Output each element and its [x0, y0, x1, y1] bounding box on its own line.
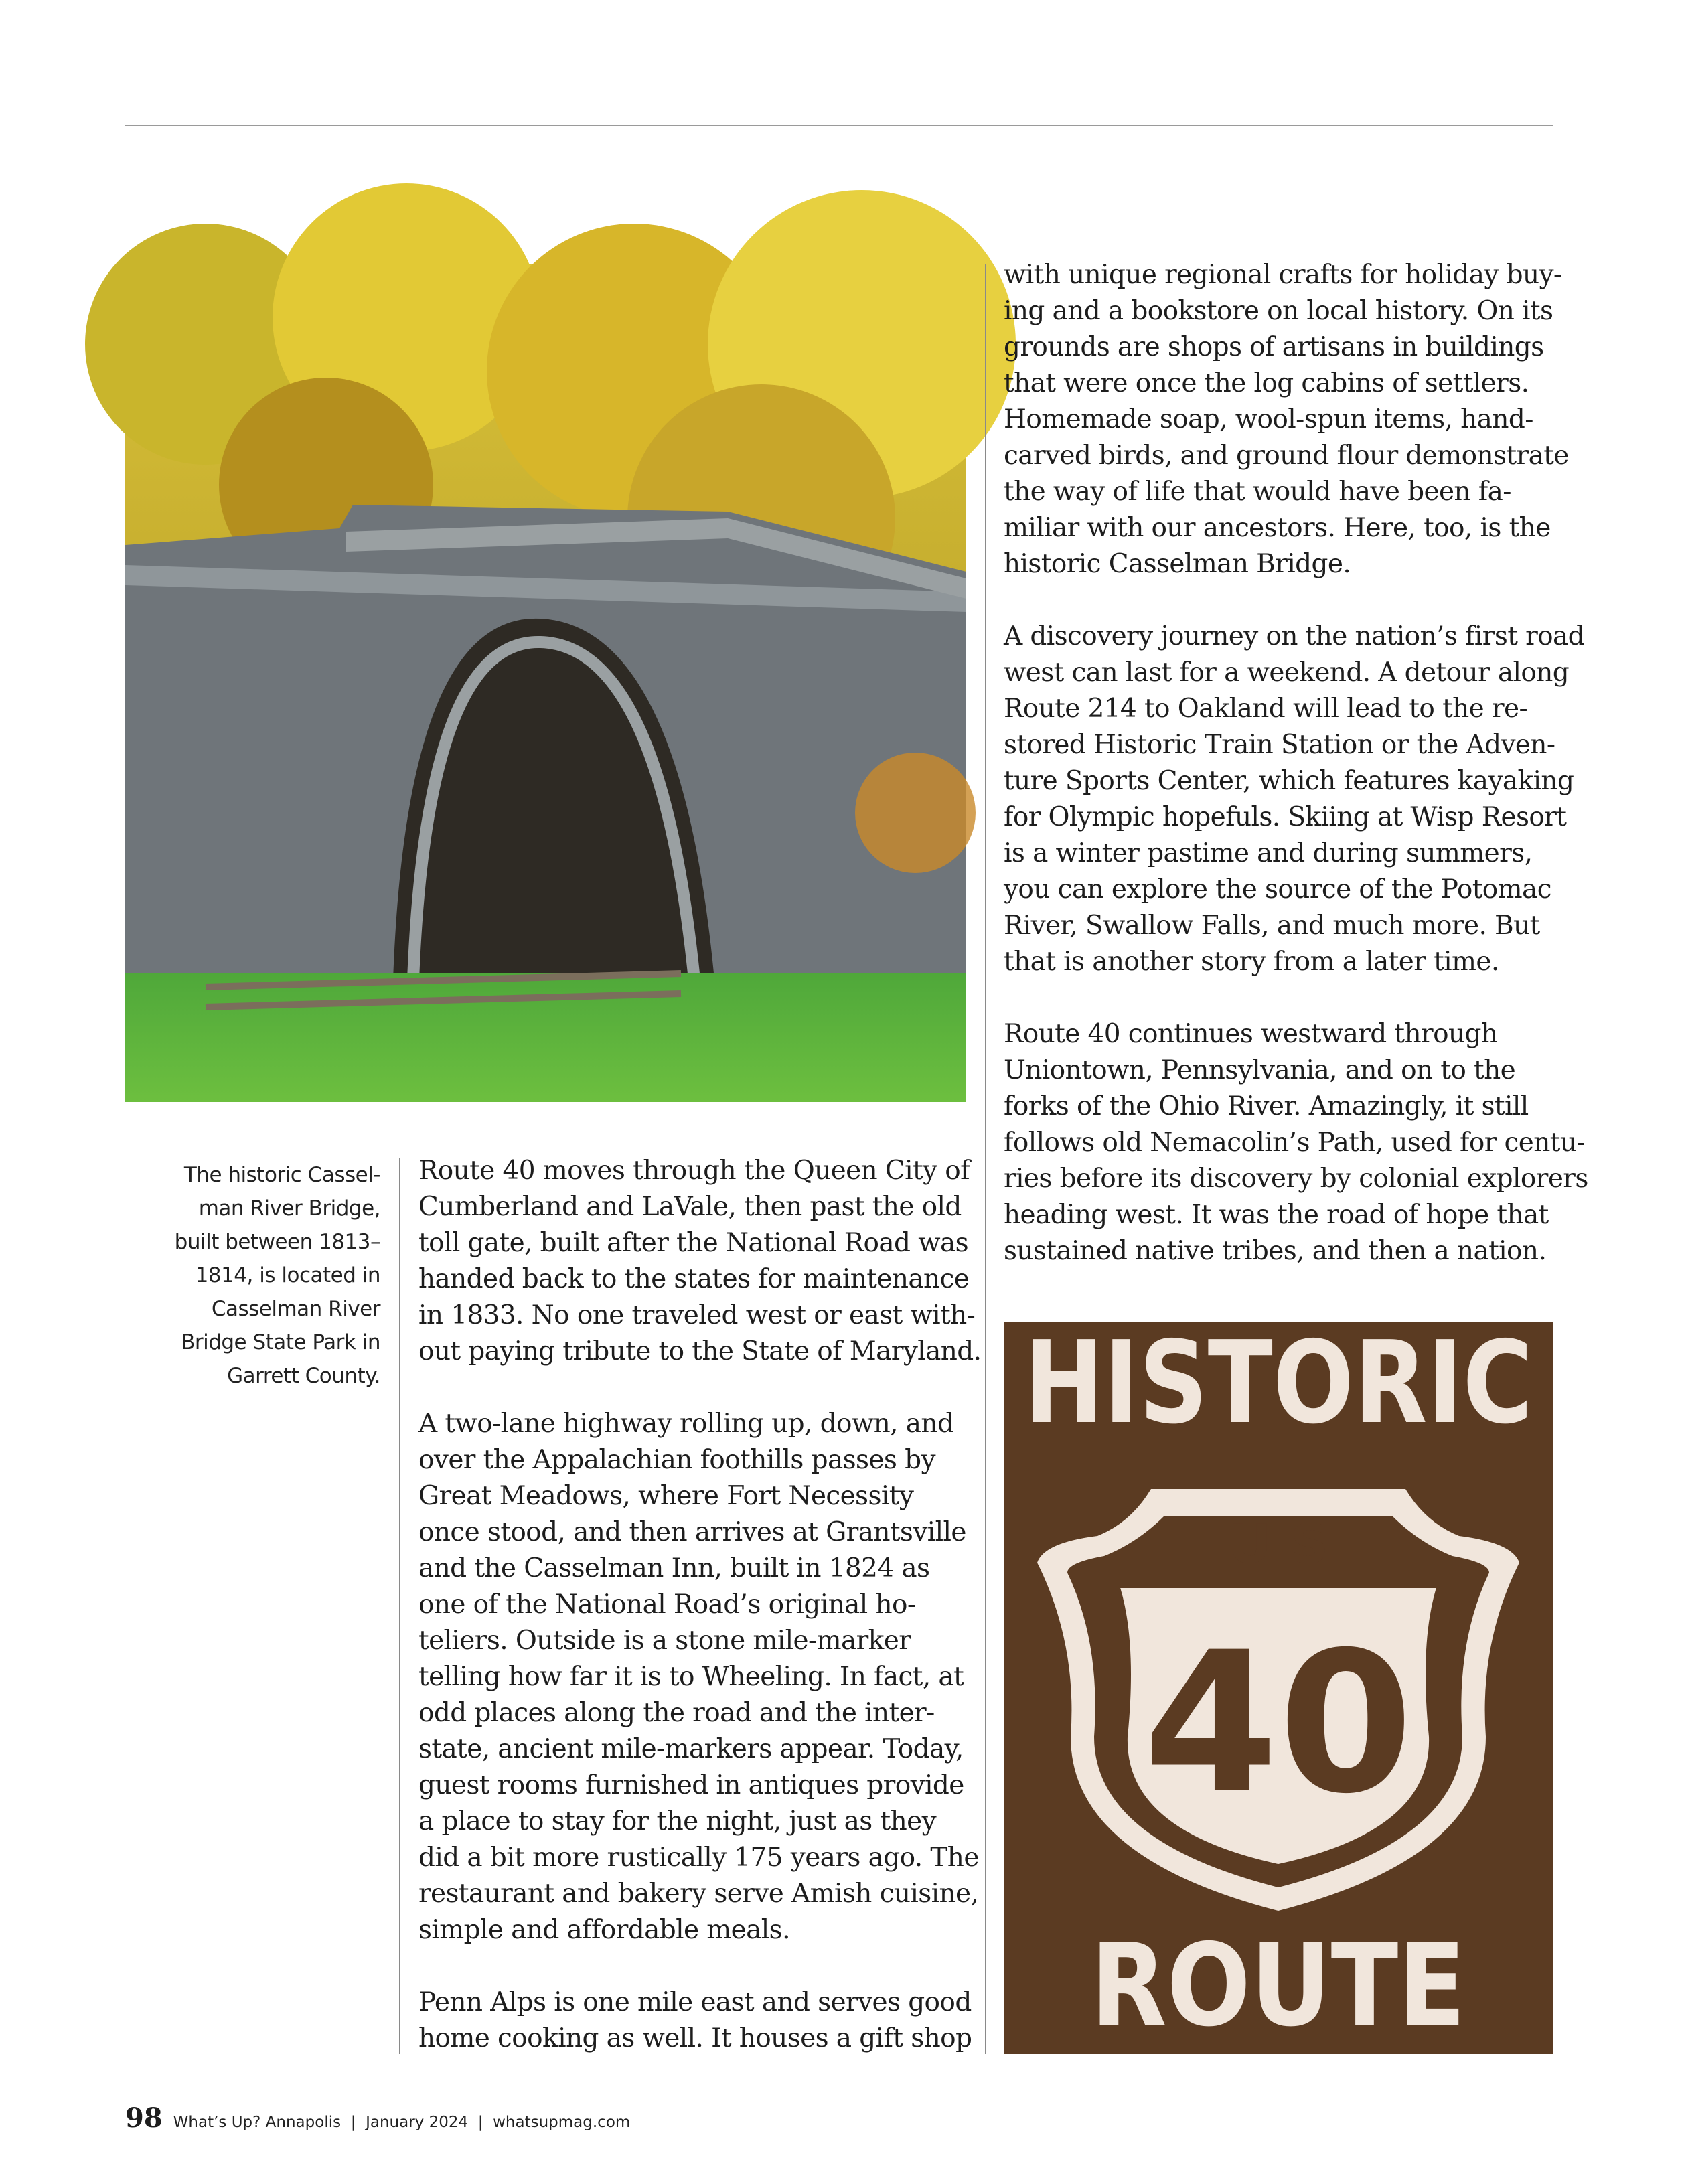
text-line: with unique regional crafts for holiday buy-	[1004, 260, 1562, 290]
text-line: grounds are shops of artisans in buildings	[1004, 332, 1544, 362]
text-line: handed back to the states for maintenance	[418, 1264, 970, 1294]
text-line: The historic Cassel-	[183, 1163, 380, 1187]
text-line: in 1833. No one traveled west or east with-	[418, 1300, 976, 1330]
sign-text-us: U S	[1227, 1513, 1329, 1575]
text-line: A discovery journey on the nation’s first road	[1004, 621, 1585, 651]
text-line: heading west. It was the road of hope that	[1004, 1200, 1549, 1230]
text-line: stored Historic Train Station or the Adven-	[1004, 730, 1555, 760]
text-line: Cumberland and LaVale, then past the old	[418, 1192, 962, 1222]
text-line: west can last for a weekend. A detour along	[1004, 657, 1570, 688]
paragraph	[1004, 1016, 1588, 1269]
text-line: historic Casselman Bridge.	[1004, 549, 1351, 579]
text-line: a place to stay for the night, just as they	[418, 1806, 936, 1837]
text-line: simple and affordable meals.	[418, 1915, 790, 1945]
text-line: man River Bridge,	[198, 1196, 380, 1221]
text-line: restaurant and bakery serve Amish cuisine,	[418, 1879, 979, 1909]
article-column-middle	[418, 1153, 982, 2093]
text-line: Route 214 to Oakland will lead to the re-	[1004, 694, 1528, 724]
top-rule	[125, 125, 1553, 126]
text-line: one of the National Road’s original ho-	[418, 1589, 916, 1620]
text-line: the way of life that would have been fa-	[1004, 477, 1511, 507]
text-line: telling how far it is to Wheeling. In fact, at	[418, 1662, 964, 1692]
paragraph	[418, 1153, 982, 1370]
text-line: toll gate, built after the National Road was	[418, 1228, 969, 1258]
page-number: 98	[125, 2102, 163, 2134]
text-line: carved birds, and ground flour demonstrate	[1004, 441, 1569, 471]
column-divider-right	[985, 264, 986, 2054]
text-line: 1814, is located in	[195, 1263, 380, 1288]
article-column-right	[1004, 257, 1588, 1306]
text-line: that were once the log cabins of settlers.	[1004, 368, 1529, 398]
column-divider-left	[399, 1158, 400, 2054]
text-line: Penn Alps is one mile east and serves good	[418, 1987, 972, 2017]
text-line: you can explore the source of the Potomac	[1004, 874, 1551, 905]
sign-text-route: ROUTE	[1091, 1920, 1466, 2052]
text-line: Bridge State Park in	[181, 1330, 380, 1354]
text-line: once stood, and then arrives at Grantsville	[418, 1517, 966, 1547]
sign-text-historic: HISTORIC	[1024, 1317, 1533, 1450]
text-line: state, ancient mile-markers appear. Today,	[418, 1734, 964, 1764]
text-line: built between 1813–	[174, 1230, 380, 1254]
historic-route-40-sign	[1004, 1317, 1553, 2054]
text-line: did a bit more rustically 175 years ago. The	[418, 1843, 979, 1873]
photo-caption	[127, 1158, 380, 1393]
sign-text-40: 40	[1143, 1611, 1413, 1837]
text-line: Homemade soap, wool-spun items, hand-	[1004, 404, 1533, 435]
text-line: and the Casselman Inn, built in 1824 as	[418, 1553, 930, 1583]
paragraph	[418, 1984, 974, 2057]
page-footer	[125, 2102, 630, 2134]
text-line: over the Appalachian foothills passes by	[418, 1445, 935, 1475]
text-line: odd places along the road and the inter-	[418, 1698, 935, 1728]
text-line: forks of the Ohio River. Amazingly, it still	[1004, 1091, 1529, 1121]
text-line: for Olympic hopefuls. Skiing at Wisp Resort	[1004, 802, 1567, 832]
text-line: ture Sports Center, which features kayaking	[1004, 766, 1574, 796]
text-line: miliar with our ancestors. Here, too, is the	[1004, 513, 1551, 543]
text-line: that is another story from a later time.	[1004, 947, 1499, 977]
text-line: home cooking as well. It houses a gift shop	[418, 2023, 972, 2053]
text-line: guest rooms furnished in antiques provide	[418, 1770, 964, 1800]
text-line: sustained native tribes, and then a nation.	[1004, 1236, 1547, 1266]
text-line: A two-lane highway rolling up, down, and	[418, 1409, 954, 1439]
text-line: follows old Nemacolin’s Path, used for centu-	[1004, 1127, 1585, 1158]
text-line: ries before its discovery by colonial explorers	[1004, 1164, 1588, 1194]
paragraph	[1004, 619, 1585, 980]
text-line: teliers. Outside is a stone mile-marker	[418, 1626, 911, 1656]
publication-info: What’s Up? Annapolis | January 2024 | whatsupmag.com	[173, 2114, 631, 2131]
text-line: Great Meadows, where Fort Necessity	[418, 1481, 914, 1511]
text-line: is a winter pastime and during summers,	[1004, 838, 1533, 868]
paragraph	[1004, 257, 1569, 582]
text-line: Uniontown, Pennsylvania, and on to the	[1004, 1055, 1516, 1085]
text-line: Casselman River	[211, 1297, 380, 1321]
text-line: Route 40 moves through the Queen City of	[418, 1156, 970, 1186]
text-line: River, Swallow Falls, and much more. But	[1004, 911, 1540, 941]
text-line: Garrett County.	[227, 1364, 380, 1388]
casselman-bridge-photo	[125, 264, 966, 1102]
paragraph	[418, 1406, 979, 1948]
text-line: out paying tribute to the State of Maryland.	[418, 1336, 982, 1367]
text-line: Route 40 continues westward through	[1004, 1019, 1498, 1049]
text-line: ing and a bookstore on local history. On its	[1004, 296, 1553, 326]
